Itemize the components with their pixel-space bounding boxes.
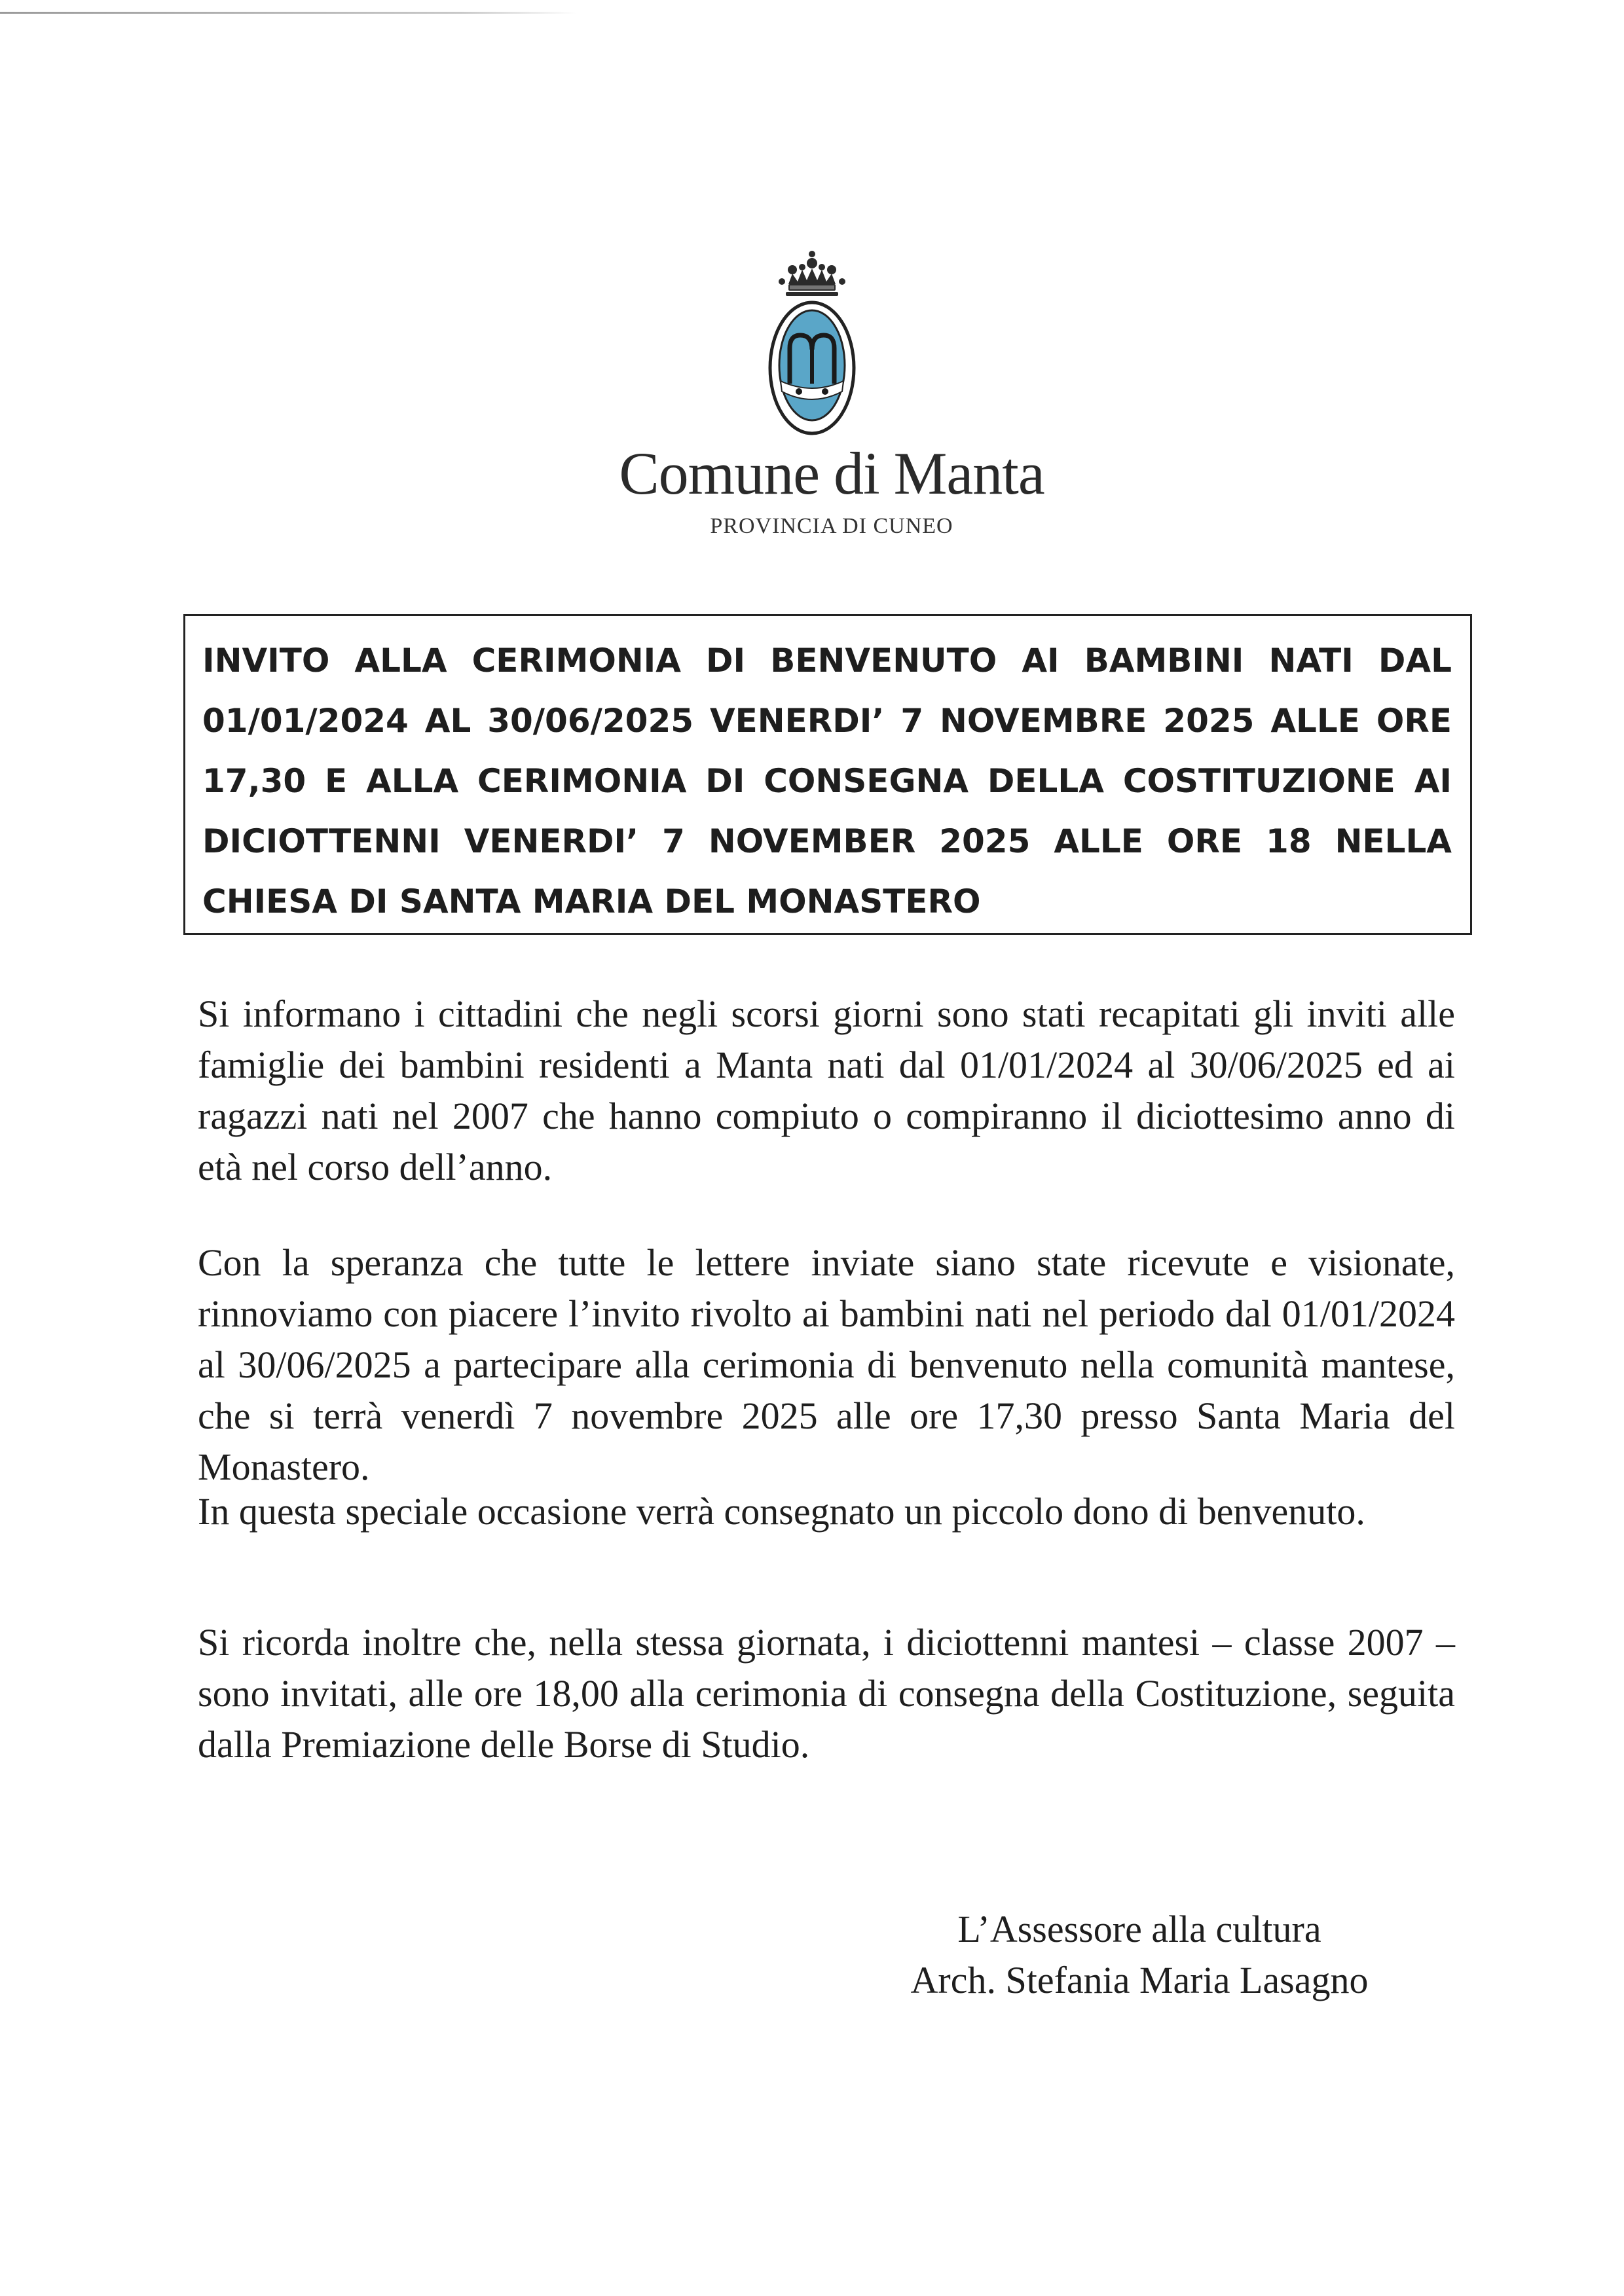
scan-edge-line <box>0 12 576 14</box>
paragraph-invites-sent: Si informano i cittadini che negli scorsi giorni sono stati recapitati gli inviti alle famiglie dei bambini residenti a Manta nati dal 01/01/2024 al 30/06/2025 ed ai ragazzi nati nel 2007 che hanno compiuto o compiranno il diciottesimo anno di età nel corso dell’anno. <box>198 993 1455 1188</box>
provincia-subtitle: PROVINCIA DI CUNEO <box>710 514 953 538</box>
paragraph-welcome-ceremony: Con la speranza che tutte le lettere inviate siano state ricevute e visionate, rinnoviamo con piacere l’invito rivolto ai bambini nati nel periodo dal 01/01/2024 al 30/06/2025 a partecipare alla cerimonia di benvenuto nella comunità mantese, che si terrà venerdì 7 novembre 2025 alle ore 17,30 presso Santa Maria del Monastero. <box>198 1241 1455 1488</box>
paragraph-gift: In questa speciale occasione verrà consegnato un piccolo dono di benvenuto. <box>198 1490 1365 1533</box>
signature-name: Arch. Stefania Maria Lasagno <box>910 1959 1369 2001</box>
signature-block <box>877 1904 1401 2006</box>
title-box <box>183 614 1472 935</box>
paragraph-constitution-ceremony: Si ricorda inoltre che, nella stessa giornata, i diciottenni mantesi – classe 2007 – sono invitati, alle ore 18,00 alla cerimonia di consegna della Costituzione, seguita dalla Premiazione delle Borse di Studio. <box>198 1621 1455 1766</box>
comune-name: Comune di Manta <box>619 440 1044 507</box>
signature-role: L’Assessore alla cultura <box>957 1908 1321 1950</box>
invitation-title: INVITO ALLA CERIMONIA DI BENVENUTO AI BAMBINI NATI DAL 01/01/2024 AL 30/06/2025 VENERDI’ 7 NOVEMBRE 2025 ALLE ORE 17,30 E ALLA CERIMONIA DI CONSEGNA DELLA COSTITUZIONE AI DICIOTTENNI VENERDI’ 7 NOVEMBER 2025 ALLE ORE 18 NELLA CHIESA DI SANTA MARIA DEL MONASTERO <box>202 642 1452 920</box>
crowned-coat-of-arms-icon <box>760 244 864 440</box>
